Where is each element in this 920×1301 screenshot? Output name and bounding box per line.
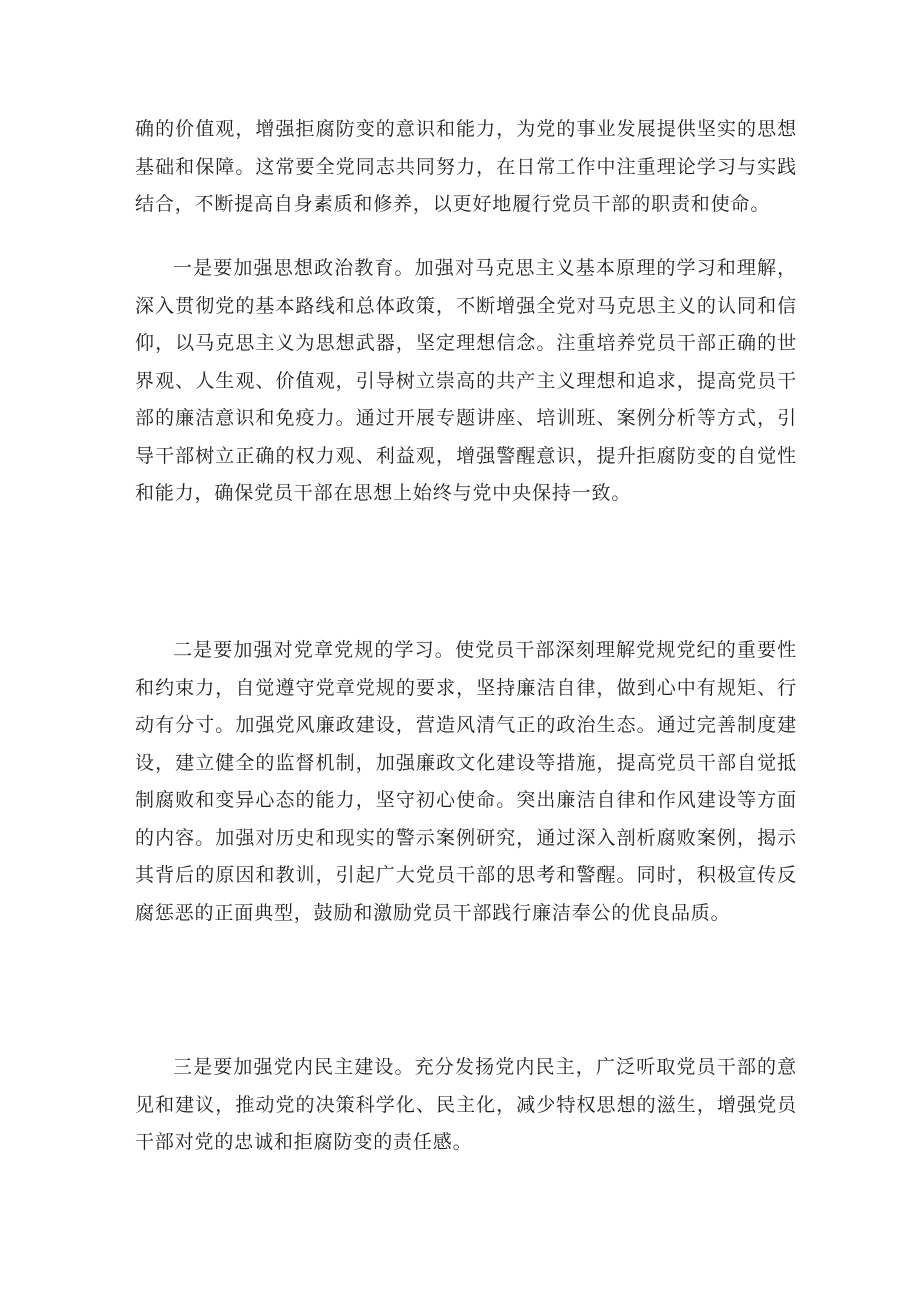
paragraph-body: 确的价值观，增强拒腐防变的意识和能力，为党的事业发展提供坚实的思想基础和保障。这常要全党同志共同努力，在日常工作中注重理论学习与实践结合，不断提高自身素质和修养，以更好地履行党员干部的职责和使命。	[135, 118, 797, 215]
paragraph-lead: 二是要加强对党章党规的学习。	[173, 639, 455, 661]
paragraph-body: 加强对马克思主义基本原理的学习和理解，深入贯彻党的基本路线和总体政策，不断增强全党对马克思主义的认同和信仰，以马克思主义为思想武器，坚定理想信念。注重培养党员干部正确的世界观、人生观、价值观，引导树立崇高的共产主义理想和追求，提高党员干部的廉洁意识和免疫力。通过开展专题讲座、培训班、案例分析等方式，引导干部树立正确的权力观、利益观，增强警醒意识，提升拒腐防变的自觉性和能力，确保党员干部在思想上始终与党中央保持一致。	[135, 257, 798, 504]
paragraph-lead: 三是要加强党内民主建设。	[173, 1056, 415, 1078]
paragraph-body: 充分发扬党内民主，广泛听取党员干部的意见和建议，推动党的决策科学化、民主化，减少特权思想的滋生，增强党员干部对党的忠诚和拒腐防变的责任感。	[135, 1056, 798, 1153]
paragraph-ideological-education	[135, 250, 797, 513]
paragraph-lead: 一是要加强思想政治教育。	[173, 257, 415, 279]
paragraph-body: 使党员干部深刻理解党规党纪的重要性和约束力，自觉遵守党章党规的要求，坚持廉洁自律，做到心中有规矩、行动有分寸。加强党风廉政建设，营造风清气正的政治生态。通过完善制度建设，建立健全的监督机制，加强廉政文化建设等措施，提高党员干部自觉抵制腐败和变异心态的能力，坚守初心使命。突出廉洁自律和作风建设等方面的内容。加强对历史和现实的警示案例研究，通过深入剖析腐败案例，揭示其背后的原因和教训，引起广大党员干部的思考和警醒。同时，积极宣传反腐惩恶的正面典型，鼓励和激励党员干部践行廉洁奉公的优良品质。	[135, 639, 797, 924]
paragraph-party-rules-study	[135, 632, 797, 932]
paragraph-inner-party-democracy	[135, 1049, 797, 1162]
paragraph-continuation	[135, 111, 797, 224]
